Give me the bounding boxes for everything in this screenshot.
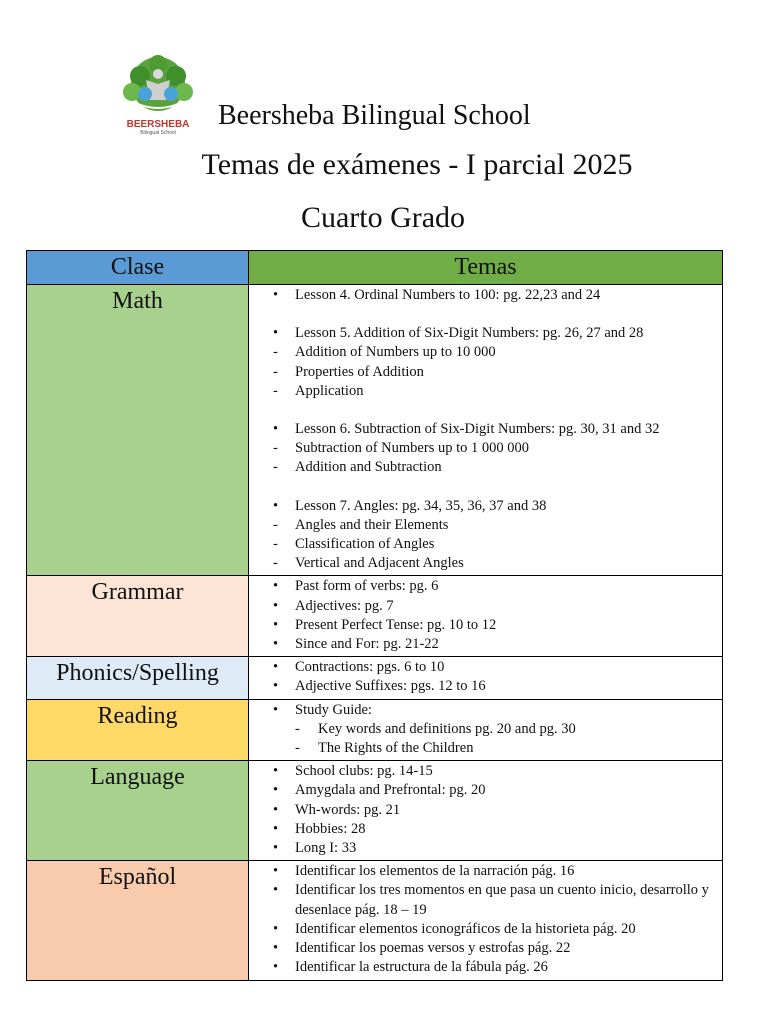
logo-subtext: Bilingual School bbox=[140, 130, 176, 136]
topic-subitem: - Angles and their Elements bbox=[249, 516, 722, 535]
topics-reading bbox=[249, 699, 723, 761]
logo-tree-leaves bbox=[123, 55, 193, 111]
topic-item: • Adjective Suffixes: pgs. 12 to 16 bbox=[249, 677, 722, 696]
topic-item: • Contractions: pgs. 6 to 10 bbox=[249, 658, 722, 677]
topic-item: • Hobbies: 28 bbox=[249, 820, 722, 839]
topic-item: • Long I: 33 bbox=[249, 839, 722, 858]
row-math bbox=[27, 285, 723, 576]
row-phonics bbox=[27, 657, 723, 699]
topic-item: • Identificar los tres momentos en que pasa un cuento inicio, desarrollo y desenlace pág. 18 – 19 bbox=[249, 881, 722, 919]
table-header-row bbox=[27, 251, 723, 285]
topic-item: • Amygdala and Prefrontal: pg. 20 bbox=[249, 781, 722, 800]
subject-espanol: Español bbox=[27, 861, 249, 980]
topics-espanol bbox=[249, 861, 723, 980]
topic-item: • Present Perfect Tense: pg. 10 to 12 bbox=[249, 616, 722, 635]
subject-phonics-spelling: Phonics/Spelling bbox=[27, 657, 249, 699]
topic-subitem: - Properties of Addition bbox=[249, 363, 722, 382]
subject-reading: Reading bbox=[27, 699, 249, 761]
topic-subitem: - Subtraction of Numbers up to 1 000 000 bbox=[249, 439, 722, 458]
grade-title: Cuarto Grado bbox=[300, 201, 466, 234]
subject-math: Math bbox=[27, 285, 249, 576]
topic-item: • Lesson 7. Angles: pg. 34, 35, 36, 37 and 38 bbox=[249, 497, 722, 516]
subject-grammar: Grammar bbox=[27, 576, 249, 657]
topic-item: • School clubs: pg. 14-15 bbox=[249, 762, 722, 781]
subject-language: Language bbox=[27, 761, 249, 861]
topic-item: • Since and For: pg. 21-22 bbox=[249, 635, 722, 654]
row-reading bbox=[27, 699, 723, 761]
topic-subitem: - Vertical and Adjacent Angles bbox=[249, 554, 722, 573]
topics-language bbox=[249, 761, 723, 861]
topic-subitem: - Addition and Subtraction bbox=[249, 458, 722, 477]
topics-grammar bbox=[249, 576, 723, 657]
topic-item: • Identificar los poemas versos y estrofas pág. 22 bbox=[249, 939, 722, 958]
topic-subitem: - Addition of Numbers up to 10 000 bbox=[249, 343, 722, 362]
topic-item: • Past form of verbs: pg. 6 bbox=[249, 577, 722, 596]
row-espanol bbox=[27, 861, 723, 980]
topic-subitem: - Classification of Angles bbox=[249, 535, 722, 554]
topic-item: • Lesson 5. Addition of Six-Digit Numbers: pg. 26, 27 and 28 bbox=[249, 324, 722, 343]
school-name: Beersheba Bilingual School bbox=[218, 100, 531, 131]
topic-item: • Identificar la estructura de la fábula pág. 26 bbox=[249, 958, 722, 977]
topic-item: • Lesson 4. Ordinal Numbers to 100: pg. 22,23 and 24 bbox=[249, 286, 722, 305]
spacer bbox=[249, 478, 722, 497]
spacer bbox=[249, 401, 722, 420]
header-clase: Clase bbox=[27, 251, 249, 285]
topic-subitem: - Key words and definitions pg. 20 and pg. 30 bbox=[249, 720, 722, 739]
topic-item: • Adjectives: pg. 7 bbox=[249, 597, 722, 616]
row-language bbox=[27, 761, 723, 861]
topic-item: • Wh-words: pg. 21 bbox=[249, 801, 722, 820]
topic-item: • Study Guide: bbox=[249, 701, 722, 720]
topic-subitem: - Application bbox=[249, 382, 722, 401]
topic-item: • Identificar elementos iconográficos de la historieta pág. 20 bbox=[249, 920, 722, 939]
logo-wordmark: BEERSHEBA bbox=[126, 119, 190, 130]
topic-item: • Identificar los elementos de la narración pág. 16 bbox=[249, 862, 722, 881]
document-title: Temas de exámenes - I parcial 2025 bbox=[201, 148, 633, 181]
row-grammar bbox=[27, 576, 723, 657]
header-temas: Temas bbox=[249, 251, 723, 285]
spacer bbox=[249, 305, 722, 324]
school-logo bbox=[118, 54, 198, 136]
topics-phonics bbox=[249, 657, 723, 699]
topics-math bbox=[249, 285, 723, 576]
topic-item: • Lesson 6. Subtraction of Six-Digit Numbers: pg. 30, 31 and 32 bbox=[249, 420, 722, 439]
topic-subitem: - The Rights of the Children bbox=[249, 739, 722, 758]
exam-topics-table bbox=[26, 250, 723, 981]
